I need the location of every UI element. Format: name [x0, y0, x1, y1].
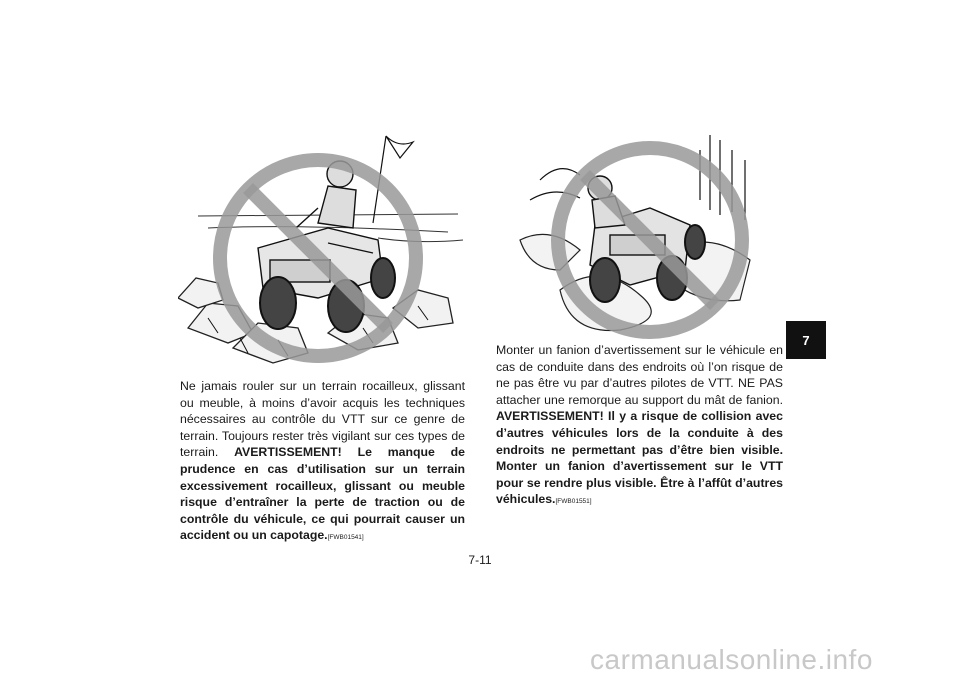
prohibited-sign-icon [500, 130, 785, 342]
hidden-terrain-warning-illustration [500, 130, 785, 342]
prohibited-sign-icon [178, 128, 468, 373]
page-number: 7-11 [468, 553, 492, 567]
warning-text: AVERTISSEMENT! Il y a risque de collision avec d’autres véhicules lors de la conduite à des endroits ne permettant pas d’être bien visible. Monter un fanion d’avertissement sur le VTT pour se rendre plus visible. Être à l’affût d’autres véhicules. [496, 409, 783, 507]
watermark: carmanualsonline.info [590, 644, 873, 675]
chapter-tab: 7 [786, 321, 826, 359]
warning-flag-paragraph [496, 342, 783, 511]
paragraph-text: Ne jamais rouler sur un terrain rocailleux, glissant ou meuble, à moins d’avoir acquis les techniques nécessaires au contrôle du VTT sur ce genre de terrain. Toujours rester très vigilant sur ces types de terrain. [180, 379, 465, 460]
rocky-terrain-warning-paragraph [180, 378, 465, 547]
paragraph-text: Monter un fanion d’avertissement sur le véhicule en cas de conduite dans des endroits où l’on risque de ne pas être vu par d’autres pilotes de VTT. NE PAS attacher une remorque au support du mât de fanion. [496, 343, 783, 407]
warning-text: AVERTISSEMENT! Le manque de prudence en cas d’utilisation sur un terrain excessivement rocailleux, glissant ou meuble risque d’entraîner la perte de traction ou de contrôle du véhicule, ce qui pourrait causer un accident ou un capotage. [180, 445, 465, 543]
reference-code: [FWB01541] [327, 534, 364, 542]
rocky-terrain-warning-illustration [178, 128, 468, 373]
reference-code: [FWB01551] [555, 498, 592, 506]
